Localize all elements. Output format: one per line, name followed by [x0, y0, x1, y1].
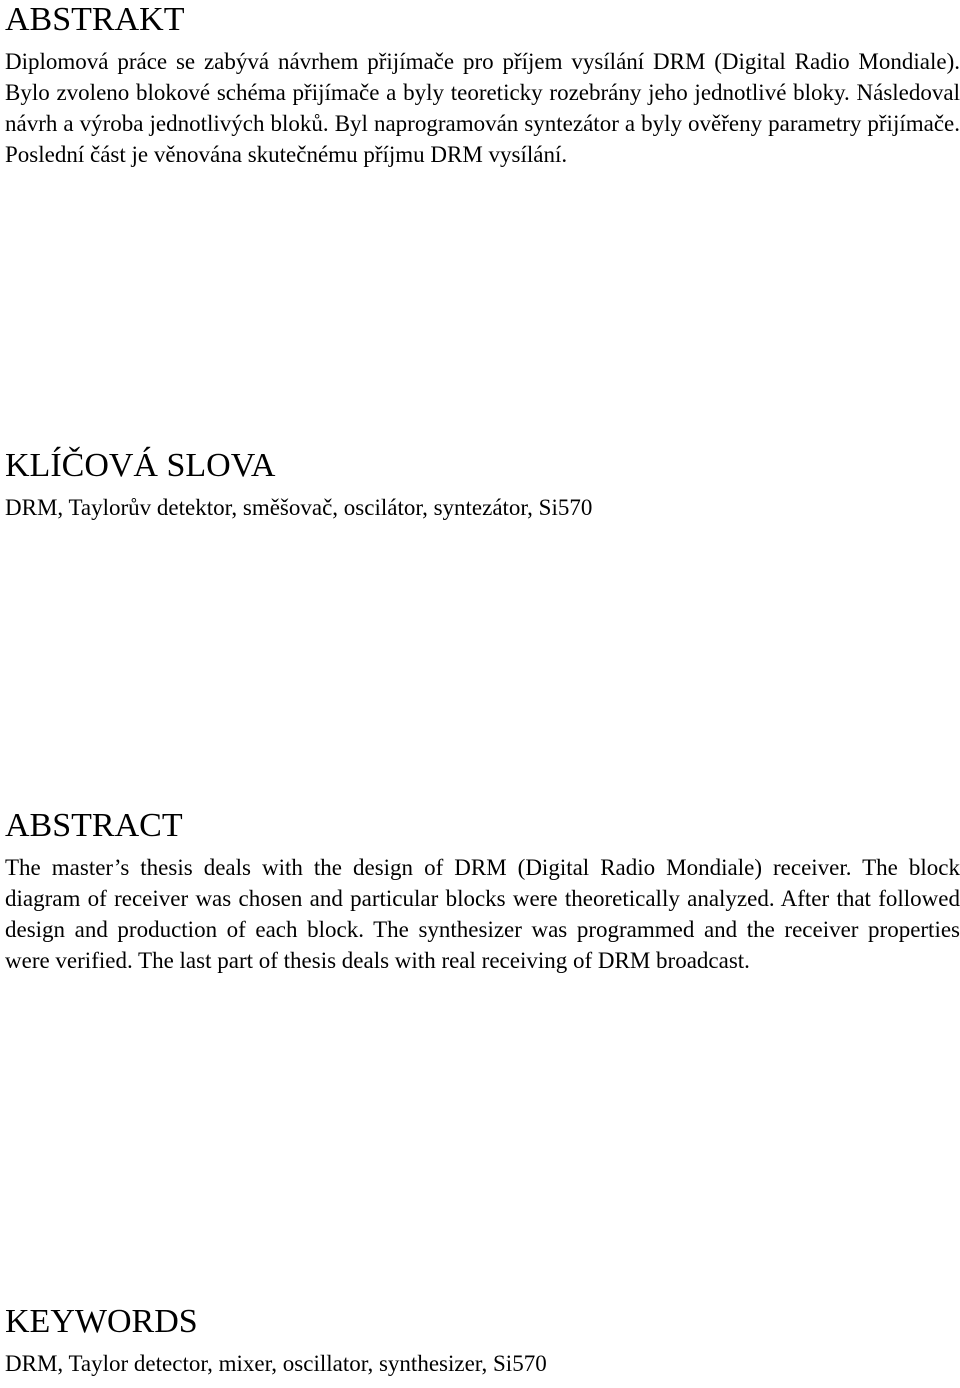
abstrakt-text: Diplomová práce se zabývá návrhem přijímače pro příjem vysílání DRM (Digital Radio Mondiale). Bylo zvoleno blokové schéma přijímače a byly teoreticky rozebrány jeho jednotlivé bloky. Následoval návrh a výroba jednotlivých bloků. Byl naprogramován syntezátor a byly ověřeny parametry přijímače. Poslední část je věnována skutečnému příjmu DRM vysílání. — [5, 49, 960, 167]
keywords-heading: KEYWORDS — [5, 1303, 198, 1340]
abstract-heading: ABSTRACT — [5, 807, 183, 844]
klicova-slova-heading: KLÍČOVÁ SLOVA — [5, 447, 276, 484]
abstrakt-section — [5, 0, 960, 170]
klicova-slova-section — [5, 446, 960, 523]
keywords-text: DRM, Taylor detector, mixer, oscillator, synthesizer, Si570 — [5, 1351, 547, 1376]
abstract-section — [5, 806, 960, 976]
abstrakt-heading: ABSTRAKT — [5, 1, 185, 38]
klicova-slova-text: DRM, Taylorův detektor, směšovač, oscilátor, syntezátor, Si570 — [5, 495, 593, 520]
keywords-section — [5, 1302, 960, 1379]
abstract-text: The master’s thesis deals with the design of DRM (Digital Radio Mondiale) receiver. The block diagram of receiver was chosen and particular blocks were theoretically analyzed. After that followed design and production of each block. The synthesizer was programmed and the receiver properties were verified. The last part of thesis deals with real receiving of DRM broadcast. — [5, 855, 960, 973]
